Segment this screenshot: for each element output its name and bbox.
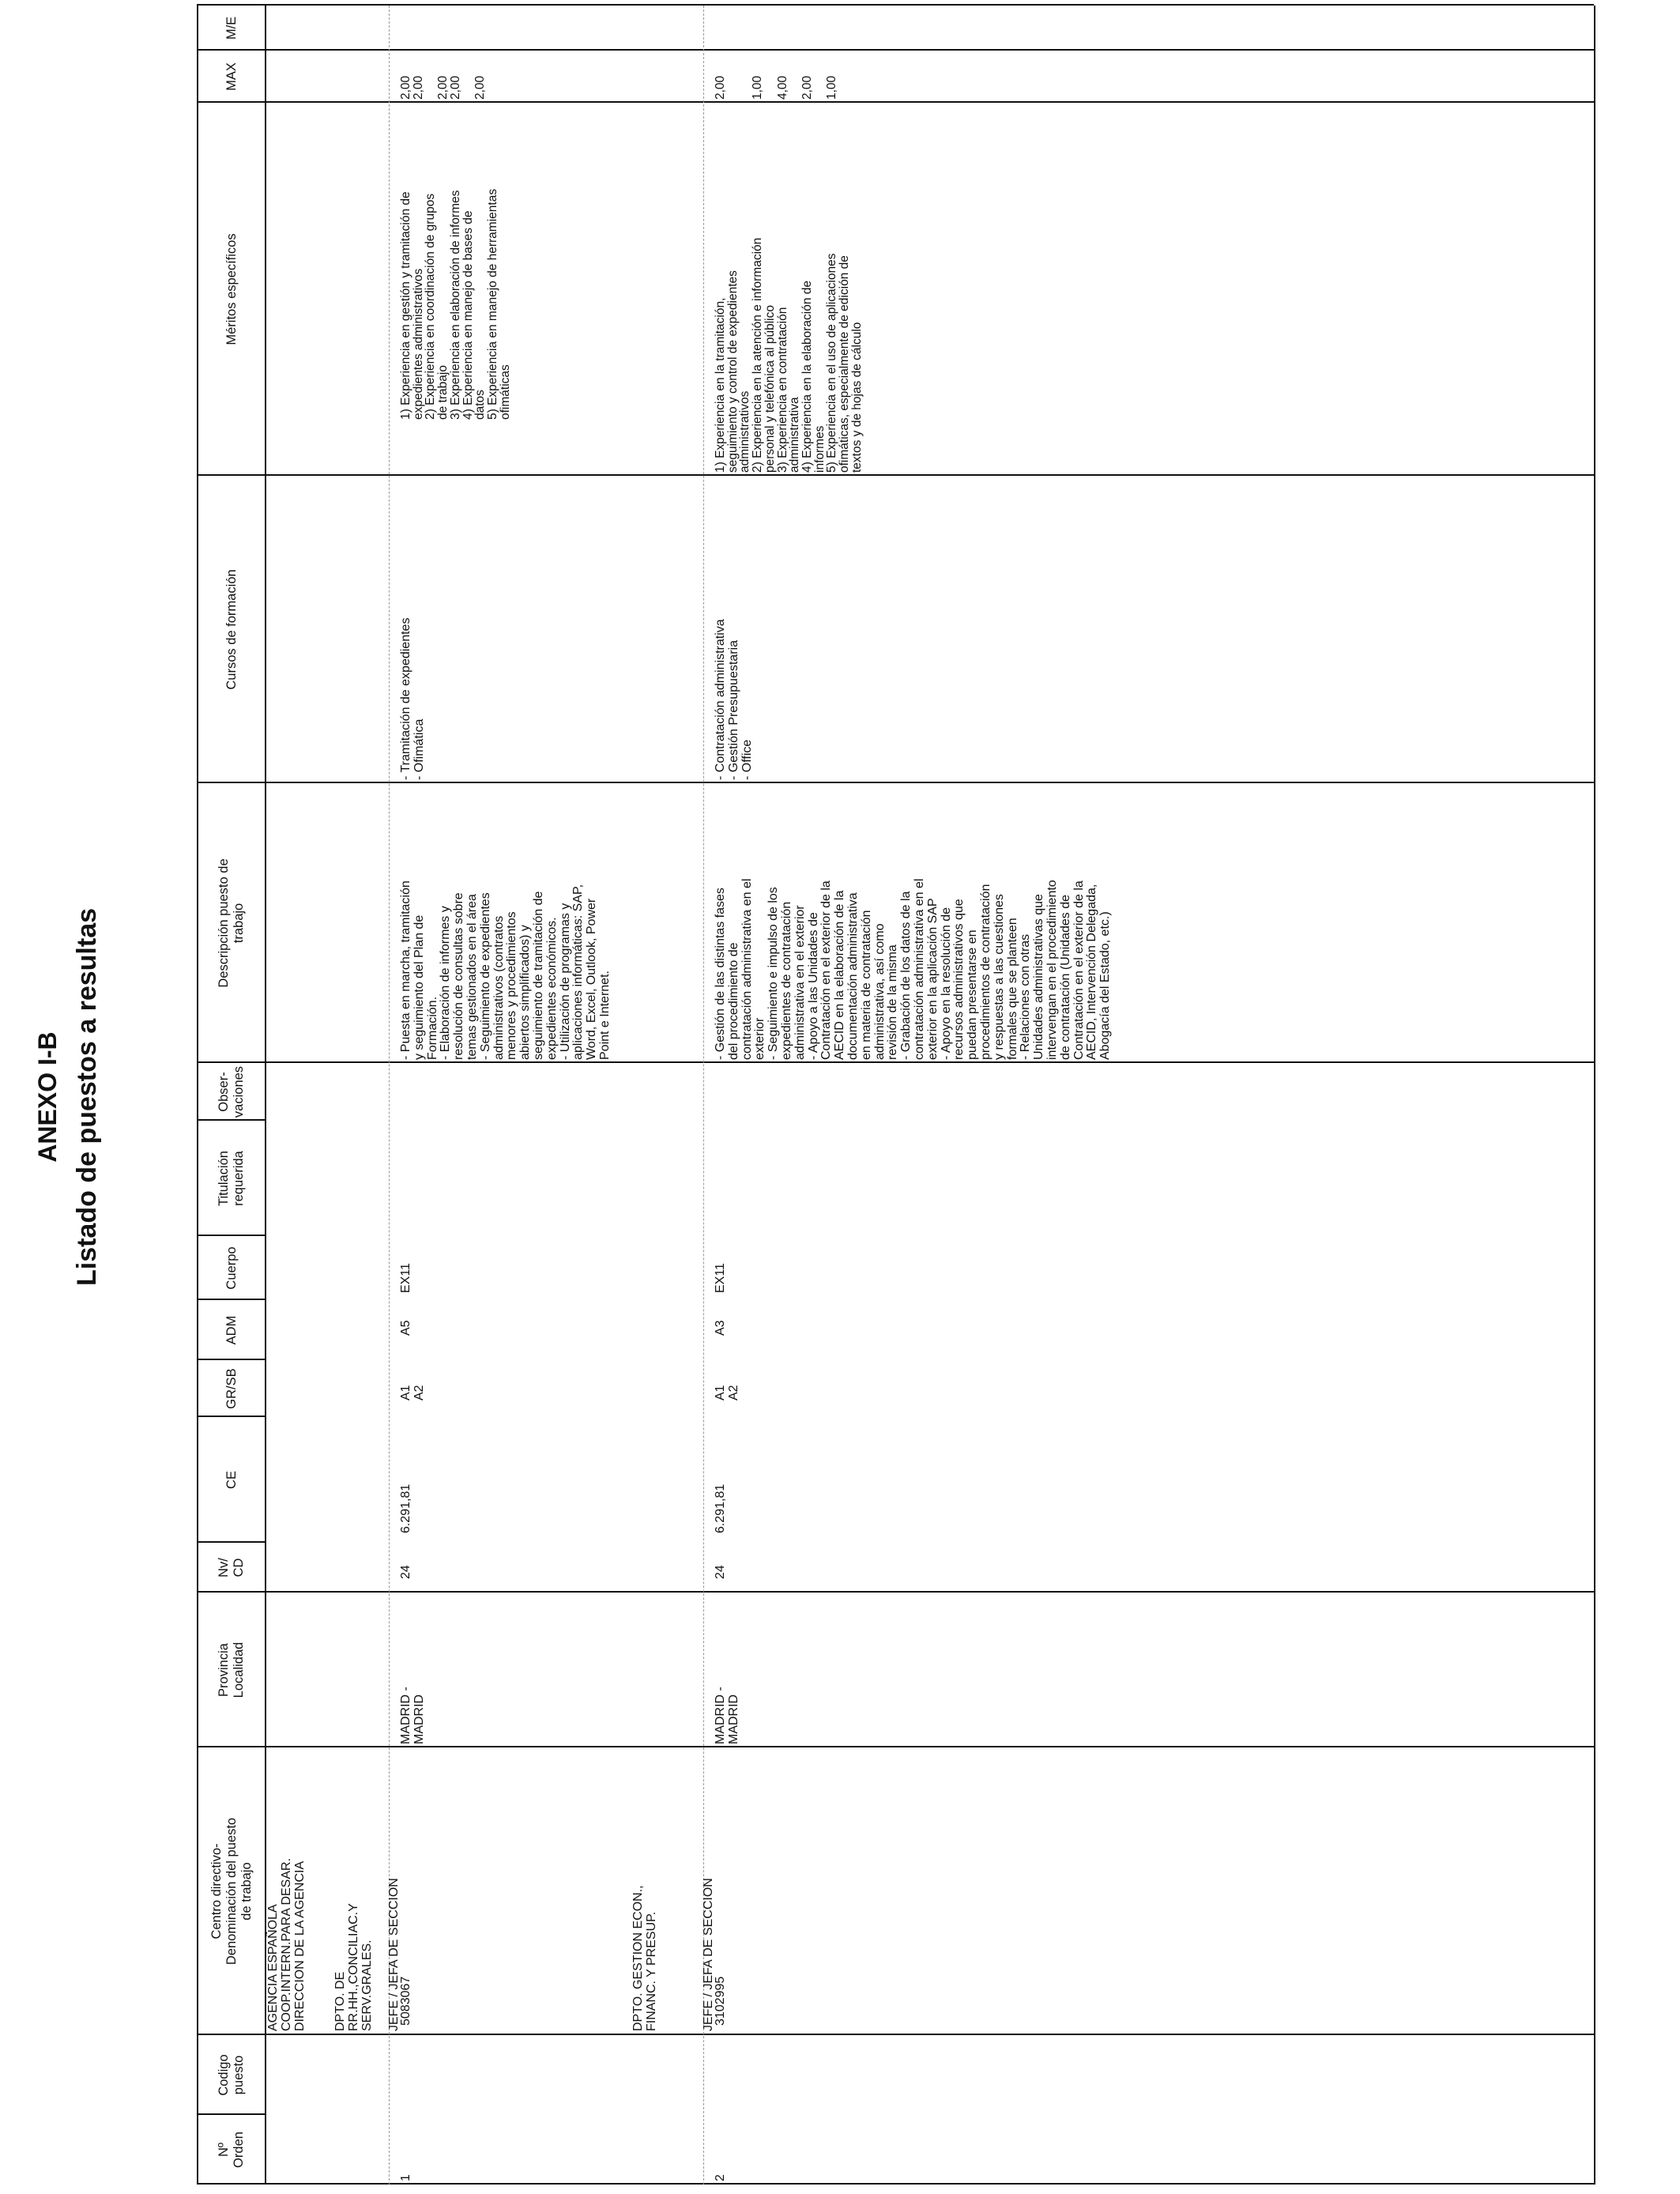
- row2-cursos: - Contratación administrativa - Gestión Presupuestaria - Office: [714, 619, 754, 780]
- row1-denominacion: JEFE / JEFA DE SECCION: [387, 1878, 401, 2031]
- header-cursos: Cursos de formación: [224, 569, 239, 690]
- header-centro: Centro directivo- Denominación del puesto de trabajo: [209, 1817, 254, 1966]
- row1-adm: A5: [399, 1320, 412, 1336]
- page-title: ANEXO I-B: [33, 1031, 62, 1163]
- table-top-border: [197, 6, 198, 2185]
- col-sep: [197, 782, 1594, 783]
- row2-cuerpo: EX11: [714, 1263, 727, 1293]
- row1-codigo: 5083067: [399, 1976, 412, 2026]
- header-cuerpo: Cuerpo: [224, 1246, 239, 1290]
- row1-grsb: A1 A2: [399, 1385, 426, 1400]
- table-end-border: [197, 4, 1594, 6]
- header-nivel: Nv/ CD: [217, 1558, 246, 1578]
- header-max: MAX: [224, 62, 239, 91]
- row2-orden: 2: [714, 2174, 727, 2181]
- header-ce: CE: [224, 1471, 239, 1489]
- header-adm: ADM: [224, 1315, 239, 1345]
- header-observaciones: Obser- vaciones: [217, 1065, 246, 1118]
- row1-max: 2,00 2,00 2,00 2,00 2,00: [399, 75, 488, 100]
- row2-max: 2,00 1,00 4,00 2,00 1,00: [714, 75, 839, 100]
- header-underline: [265, 1593, 266, 1747]
- row2-codigo: 3102995: [714, 1976, 727, 2026]
- org-dept2: DPTO. GESTION ECON., FINANC. Y PRESUP.: [631, 1885, 658, 2031]
- col-sep: [197, 474, 1594, 476]
- row1-meritos: 1) Experiencia en gestión y tramitación de expedientes administrativos 2) Experiencia en coordinación de grupos de trabajo 3) Experiencia en elaboración de informes 4) Experiencia en manejo de bases de datos 5) Experiencia en manejo de herramientas ofimáticas: [399, 188, 512, 420]
- row2-provincia: MADRID - MADRID: [714, 1687, 740, 1744]
- col-sep: [197, 49, 1594, 51]
- row2-meritos: 1) Experiencia en la tramitación, seguimiento y control de expedientes administrativos 2) Experiencia en la atención e información personal y telefónica al público 3) Experiencia en contratación administrativa 4) Experiencia en la elaboración de informes 5) Experiencia en el uso de aplicaciones ofimáticas, especialmente de edición de textos y de hojas de cálculo: [714, 237, 864, 473]
- col-sep: [197, 101, 1594, 103]
- header-titulacion: Titulación requerida: [217, 1151, 246, 1207]
- row1-ce: 6.291,81: [399, 1483, 412, 1533]
- row1-cursos: - Tramitación de expedientes - Ofimática: [399, 617, 426, 780]
- row2-descripcion: - Gestión de las distintas fases del procedimiento de contratación administrativa en el exterior - Seguimiento e impulso de los expedientes de contratación administrativa en el exterior - Apoyo a las Unidades de Contratación en el exterior de la AECID en la elaboración de la documentación administrativa en materia de contratación administrativa, así como revisión de la misma - Grabación de los datos de la contratación administrativa en el exterior en la aplicación SAP - Apoyo en la resolución de recursos administrativos que puedan presentarse en procedimientos de contratación y respuestas a las cuestiones formales que se planteen - Relaciones con otras Unidades administrativas que intervengan en el procedimiento de contratación (Unidades de Contratación en el exterior de la AECID, Intervención Delegada, Abogacía del Estado, etc.): [714, 878, 1113, 1060]
- table-left-border: [197, 2183, 1594, 2185]
- header-provincia: Provincia Localidad: [217, 1642, 246, 1698]
- col-sep: [197, 1591, 1594, 1593]
- row2-grsb: A1 A2: [714, 1385, 740, 1400]
- row2-ce: 6.291,81: [714, 1483, 727, 1533]
- col-sep: [197, 1746, 1594, 1747]
- table-right-border: [1594, 6, 1595, 2185]
- header-grsb: GR/SB: [224, 1368, 239, 1409]
- col-sep: [197, 1061, 1594, 1063]
- header-codigo: Codigo puesto: [217, 2054, 246, 2096]
- row2-nivel: 24: [714, 1565, 727, 1579]
- header-meritos: Méritos específicos: [224, 233, 239, 345]
- row2-denominacion: JEFE / JEFA DE SECCION: [702, 1878, 715, 2031]
- row1-provincia: MADRID - MADRID: [399, 1687, 426, 1744]
- header-bottom-border: [265, 6, 266, 2185]
- row1-cuerpo: EX11: [399, 1263, 412, 1293]
- row1-orden: 1: [399, 2174, 412, 2181]
- row1-nivel: 24: [399, 1565, 412, 1579]
- org-dept1: DPTO. DE RR.HH.,CONCILIAC.Y SERV.GRALES.: [333, 1903, 374, 2031]
- page-subtitle: Listado de puestos a resultas: [72, 907, 102, 1287]
- header-orden: Nº Orden: [217, 2132, 246, 2168]
- org-agency: AGENCIA ESPAÑOLA COOP.INTERN.PARA DESAR. DIRECCION DE LA AGENCIA: [266, 1857, 307, 2031]
- header-me: M/E: [224, 16, 239, 40]
- row2-adm: A3: [714, 1320, 727, 1336]
- header-descripcion: Descripción puesto de trabajo: [217, 858, 246, 988]
- row1-descripcion: - Puesta en marcha, tramitación y seguimiento del Plan de Formación. - Elaboración de informes y resolución de consultas sobre temas gestionados en el área - Seguimiento de expedientes administrativos (contratos menores y procedimientos abiertos simplificados) y seguimiento de tramitación de expedientes económicos. - Utilización de programas y aplicaciones informáticas: SAP, Word, Excel, Outlook, Power Point e Internet.: [399, 880, 612, 1060]
- col-sep: [197, 2034, 1594, 2035]
